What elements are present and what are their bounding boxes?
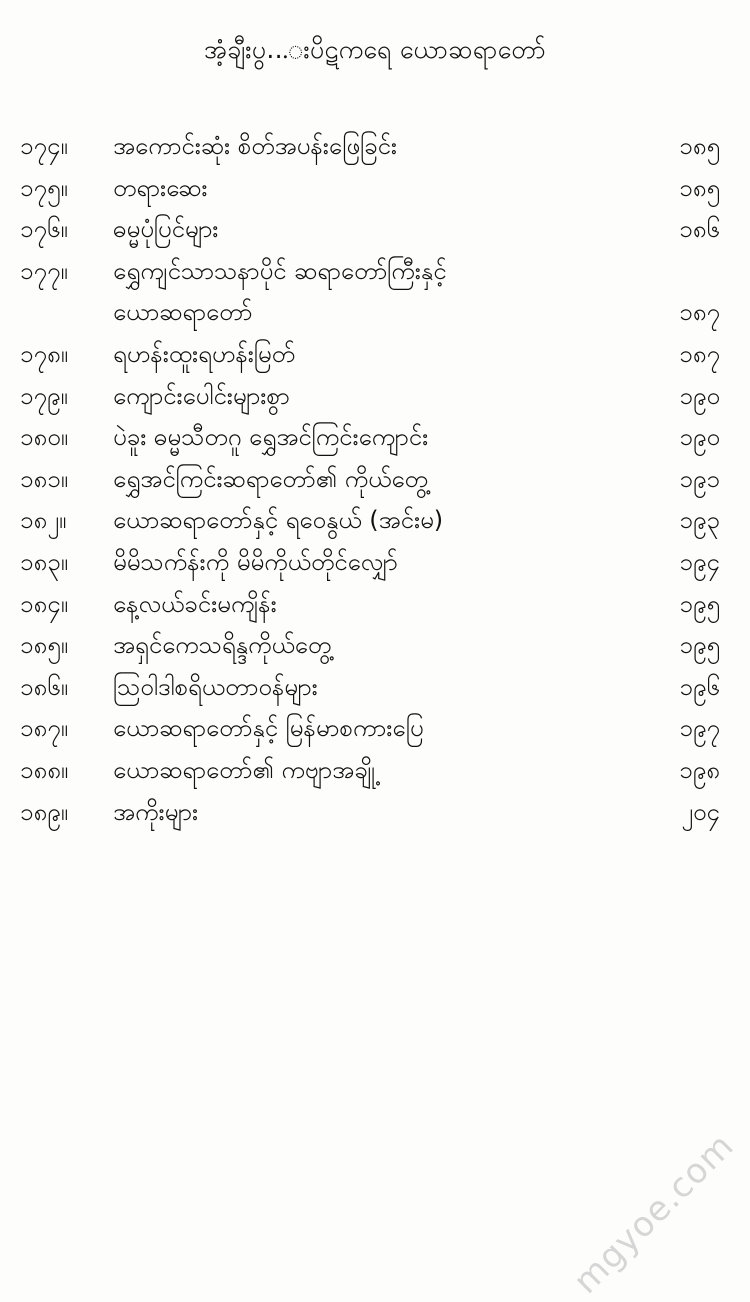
toc-entry-177 — [0, 251, 750, 293]
toc-entry-175 — [0, 168, 750, 210]
toc-number: ၁၇၅။ — [20, 173, 68, 202]
toc-title: ရဟန်းထူးရဟန်းမြတ် — [113, 339, 295, 368]
toc-entry-179 — [0, 376, 750, 418]
toc-page-number: ၁၉၀ — [679, 381, 720, 410]
toc-page-number: ၁၈၅ — [679, 132, 720, 160]
toc-title: ယောဆရာတော်နှင့် ရဝေနွယ် (အင်းမ) — [113, 506, 444, 535]
toc-entry-176 — [0, 209, 750, 251]
toc-entry-180 — [0, 417, 750, 459]
toc-number: ၁၈၆။ — [20, 672, 68, 701]
toc-entry-187 — [0, 708, 750, 750]
toc-title: ယောဆရာတော်၏ ကဗျာအချို့ — [113, 755, 375, 784]
toc-page-number: ၁၉၃ — [679, 506, 720, 535]
toc-title: အကိုးများ — [113, 797, 199, 826]
toc-number: ၁၇၉။ — [20, 381, 68, 410]
toc-number: ၁၈၁။ — [20, 464, 68, 493]
toc-page-number: ၁၉၆ — [679, 672, 720, 701]
toc-entry-185 — [0, 625, 750, 667]
toc-number: ၁၇၈။ — [20, 339, 68, 368]
toc-page-number: ၁၈၇ — [679, 339, 720, 368]
toc-title: ရွှေကျင်သာသနာပိုင် ဆရာတော်ကြီးနှင့် — [113, 256, 447, 285]
toc-entry-174 — [0, 126, 750, 168]
toc-title: အကောင်းဆုံး စိတ်အပန်းဖြေခြင်း — [113, 132, 398, 160]
toc-number: ၁၈၅။ — [20, 631, 68, 660]
toc-entry-177-continued — [0, 292, 750, 334]
toc-entry-178 — [0, 334, 750, 376]
toc-title: နေ့လယ်ခင်းမကျိန်း — [113, 589, 277, 618]
toc-number: ၁၈၀။ — [20, 423, 68, 452]
toc-page-number: ၁၉၀ — [679, 423, 720, 452]
toc-page-number: ၁၉၈ — [679, 755, 720, 784]
toc-number: ၁၈၈။ — [20, 755, 69, 784]
toc-title: အရှင်ကေသရိန္ဒကိုယ်တွေ့ — [113, 631, 332, 660]
toc-title: ဓမ္မပုံပြင်များ — [113, 215, 219, 244]
toc-title: မိမိသက်န်းကို မိမိကိုယ်တိုင်လျှော် — [113, 547, 398, 576]
toc-title: ဩဝါဒါစရိယတာဝန်များ — [113, 672, 318, 701]
toc-page-number: ၁၉၅ — [679, 631, 720, 660]
toc-title: ပဲခူး ဓမ္မသီတဂူ ရွှေအင်ကြင်းကျောင်း — [113, 423, 429, 452]
toc-title: ရွှေအင်ကြင်းဆရာတော်၏ ကိုယ်တွေ့ — [113, 464, 428, 493]
watermark: mgyoe.com — [565, 1125, 742, 1302]
toc-number: ၁၇၇။ — [20, 256, 68, 285]
toc-entry-183 — [0, 542, 750, 584]
toc-title: ယောဆရာတော်နှင့် မြန်မာစကားပြေ — [113, 714, 424, 743]
table-of-contents — [0, 126, 750, 833]
toc-page-number: ၁၈၇ — [679, 298, 720, 327]
toc-title: ကျောင်းပေါင်းများစွာ — [113, 381, 290, 410]
toc-entry-181 — [0, 459, 750, 501]
toc-page-number: ၁၉၁ — [679, 464, 720, 493]
toc-title: ယောဆရာတော် — [113, 298, 253, 327]
page-header: အံ့ချီးပွ...းပိဋကရေ ယောဆရာတော် — [203, 35, 547, 64]
toc-number: ၁၈၇။ — [20, 714, 68, 743]
toc-entry-186 — [0, 667, 750, 709]
toc-number: ၁၇၄။ — [20, 132, 68, 160]
toc-entry-182 — [0, 500, 750, 542]
toc-page-number: ၁၉၇ — [679, 714, 720, 743]
toc-page-number: ၁၉၅ — [679, 589, 720, 618]
toc-entry-189 — [0, 792, 750, 834]
toc-number: ၁၇၆။ — [20, 215, 68, 244]
toc-page-number: ၁၈၅ — [679, 173, 720, 202]
toc-page-number: ၂၀၄ — [681, 797, 720, 826]
toc-number: ၁၈၉။ — [20, 797, 68, 826]
toc-page-number: ၁၉၄ — [679, 547, 720, 576]
toc-title: တရားဆေး — [113, 173, 208, 202]
toc-entry-184 — [0, 584, 750, 626]
toc-page-number: ၁၈၆ — [679, 215, 720, 244]
toc-number: ၁၈၃။ — [20, 547, 68, 576]
toc-number: ၁၈၄။ — [20, 589, 68, 618]
toc-entry-188 — [0, 750, 750, 792]
toc-number: ၁၈၂။ — [20, 506, 67, 535]
